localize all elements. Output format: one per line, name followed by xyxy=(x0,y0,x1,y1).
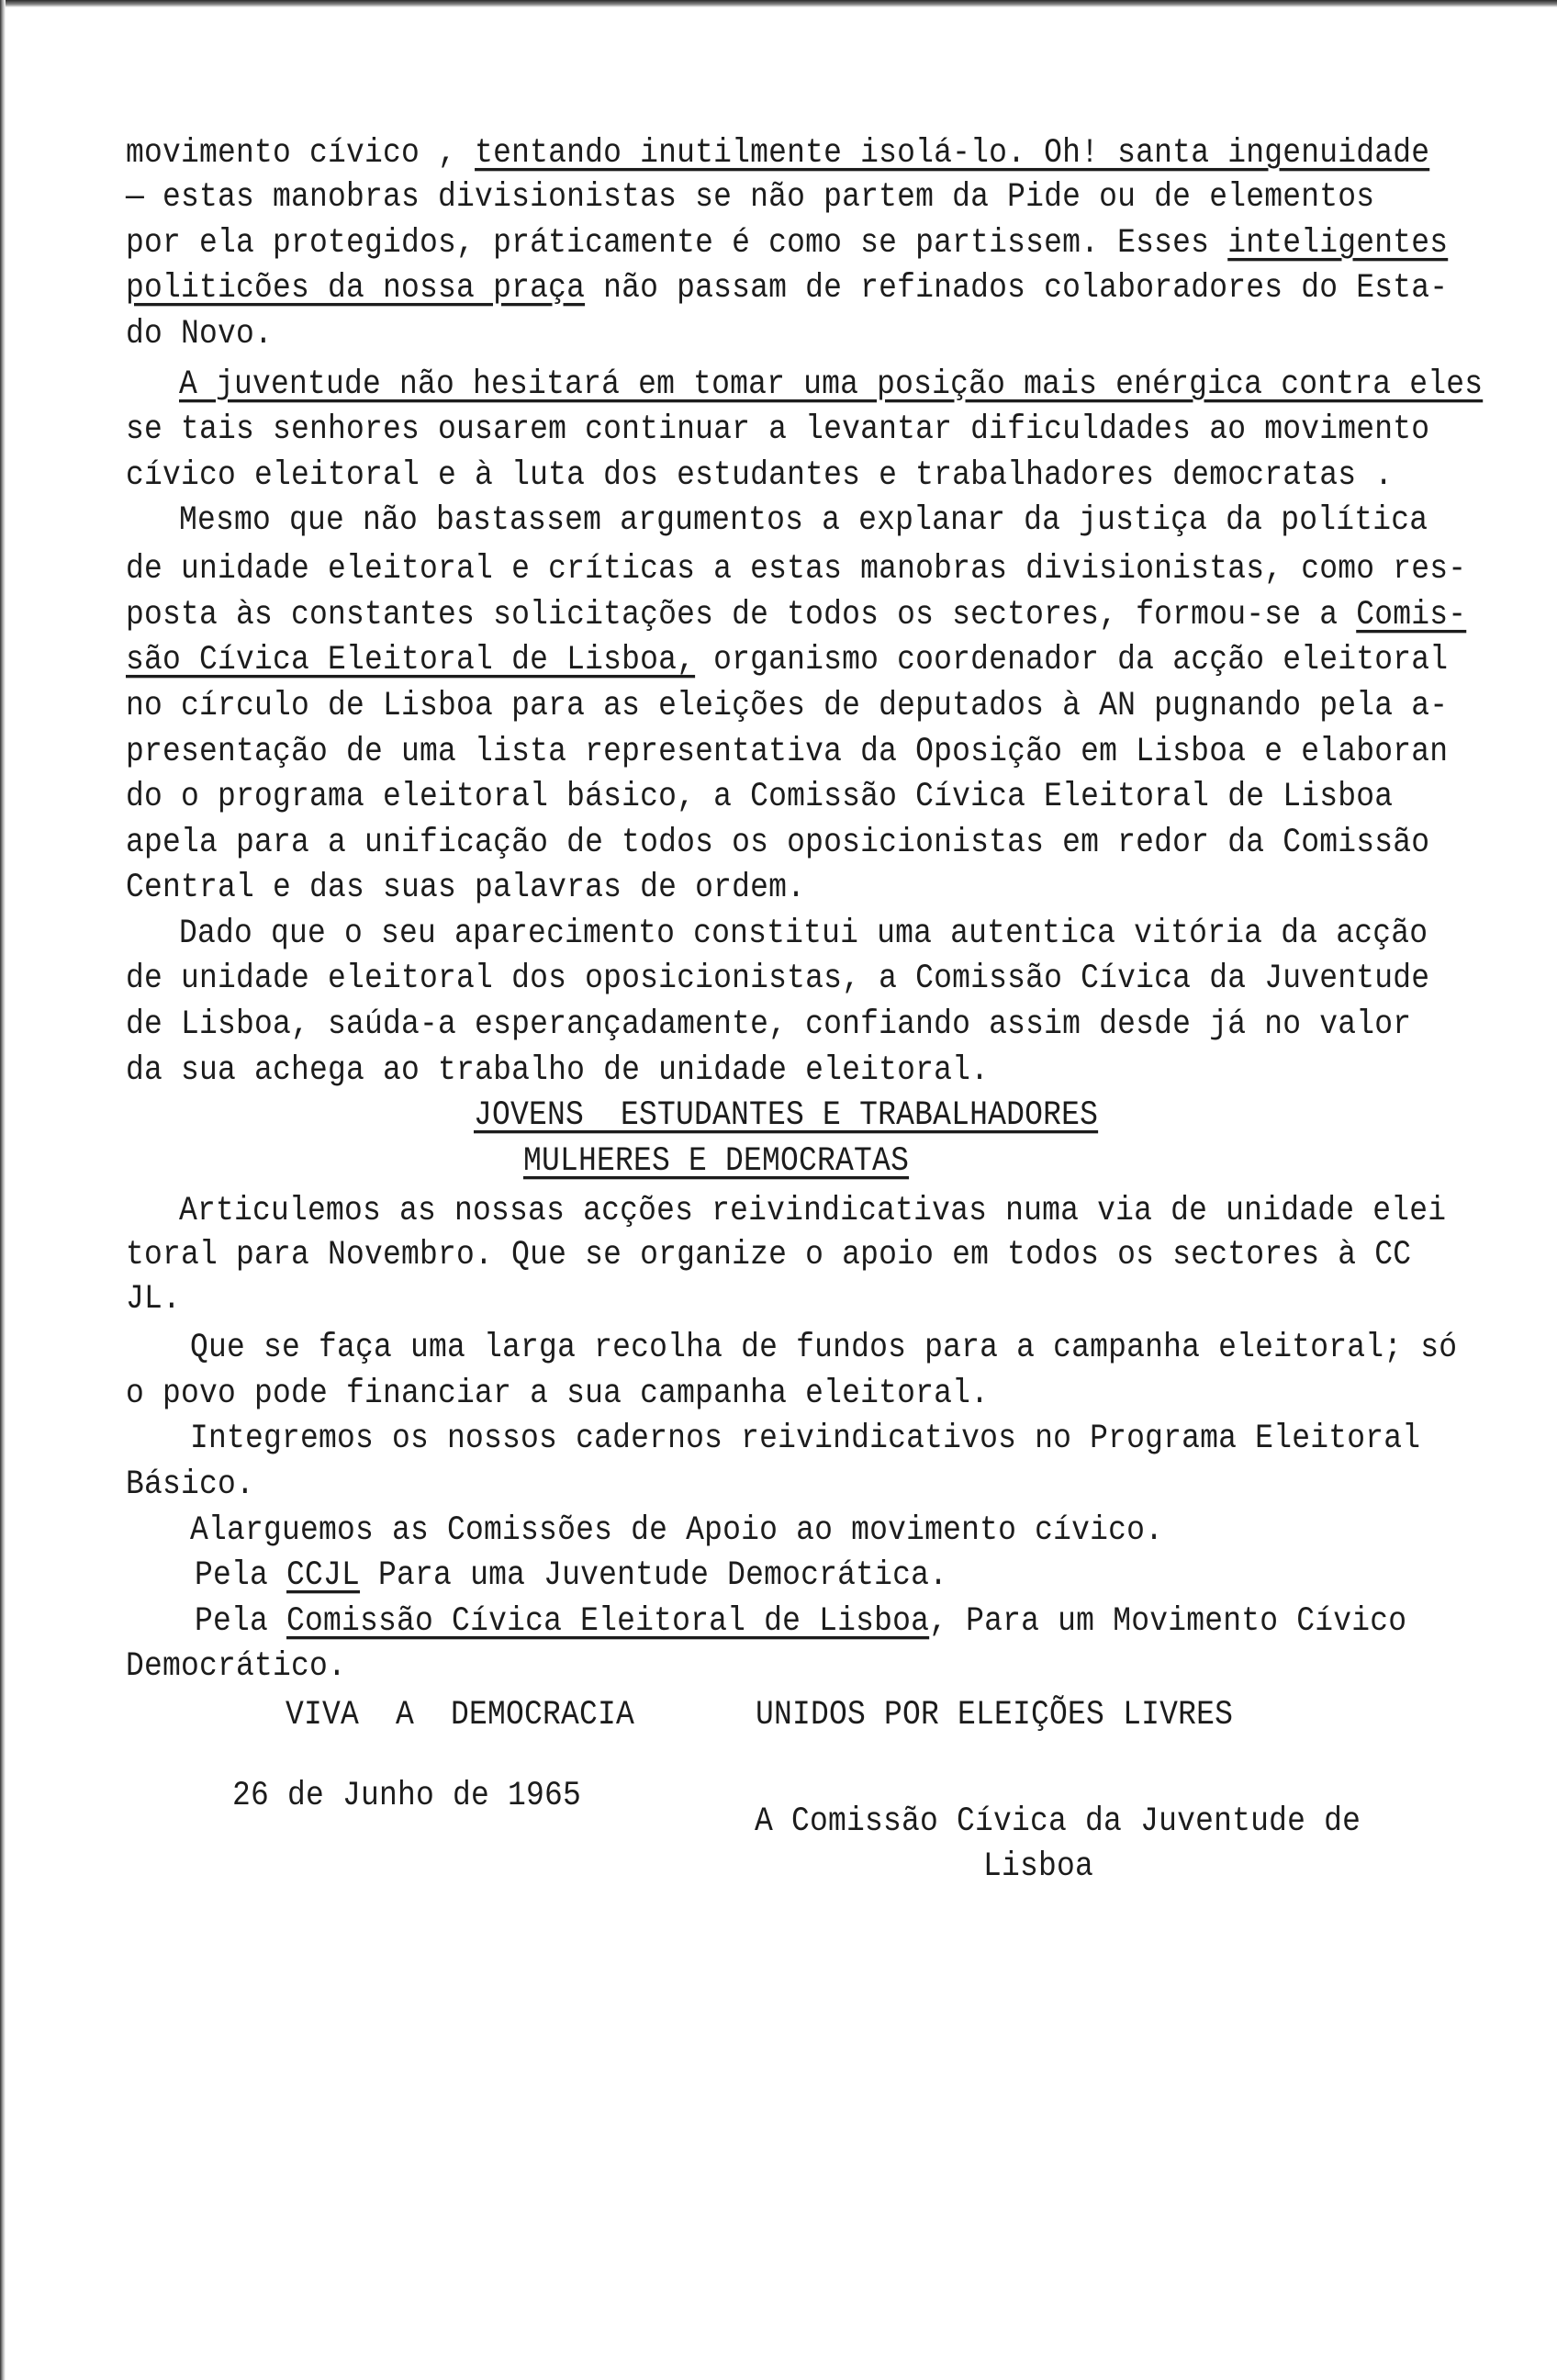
text-line xyxy=(126,1051,989,1089)
underlined-text: Comissão Cívica Eleitoral de Lisboa xyxy=(286,1602,930,1641)
text-segment: Que se faça uma larga recolha de fundos para a campanha eleitoral; só xyxy=(190,1329,1458,1367)
text-segment: Básico. xyxy=(126,1465,255,1504)
text-line xyxy=(126,778,1393,815)
text-segment: toral para Novembro. Que se organize o apoio em todos os sectores à CC xyxy=(126,1236,1412,1274)
text-segment: A Comissão Cívica da Juventude de xyxy=(755,1802,1361,1841)
text-segment: organismo coordenador da acção eleitoral xyxy=(695,641,1449,679)
text-segment: do Novo. xyxy=(126,315,274,354)
text-segment: JL. xyxy=(126,1280,182,1319)
text-segment: de Lisboa, saúda-a esperançadamente, confiando assim desde já no valor xyxy=(126,1005,1412,1044)
text-segment: movimento cívico , xyxy=(126,134,476,173)
text-line xyxy=(126,641,1448,679)
text-line xyxy=(126,456,1393,494)
text-line xyxy=(232,1777,581,1814)
page-left-edge xyxy=(0,0,6,2380)
text-segment: Alarguemos as Comissões de Apoio ao movimento cívico. xyxy=(190,1511,1164,1550)
text-line xyxy=(523,1142,909,1180)
text-line xyxy=(126,315,273,353)
text-segment: se tais senhores ousarem continuar a levantar dificuldades ao movimento xyxy=(126,410,1430,449)
text-line xyxy=(474,1096,1098,1134)
text-segment: Dado que o seu aparecimento constitui uma autentica vitória da acção xyxy=(179,915,1428,953)
text-segment: de unidade eleitoral e críticas a estas manobras divisionistas, como res- xyxy=(126,550,1467,589)
text-segment: Lisboa xyxy=(983,1847,1094,1886)
text-line xyxy=(179,365,1483,403)
underlined-text: JOVENS ESTUDANTES E TRABALHADORES xyxy=(474,1096,1099,1135)
underlined-text: CCJL xyxy=(286,1556,361,1595)
text-line xyxy=(126,596,1466,634)
text-segment: de unidade eleitoral dos oposicionistas, a Comissão Cívica da Juventude xyxy=(126,960,1430,998)
text-segment: VIVA A DEMOCRACIA xyxy=(286,1696,635,1734)
text-line xyxy=(756,1696,1233,1734)
text-line xyxy=(126,1465,254,1503)
text-segment: UNIDOS POR ELEIÇÕES LIVRES xyxy=(756,1696,1234,1734)
text-segment: cívico eleitoral e à luta dos estudantes e trabalhadores democratas . xyxy=(126,456,1394,495)
text-line xyxy=(126,269,1448,307)
page-top-edge xyxy=(0,0,1557,7)
text-segment: o povo pode financiar a sua campanha eleitoral. xyxy=(126,1375,990,1413)
text-line xyxy=(126,687,1448,724)
underlined-text: MULHERES E DEMOCRATAS xyxy=(523,1142,910,1181)
text-segment: presentação de uma lista representativa da Oposição em Lisboa e elaboran xyxy=(126,733,1449,771)
text-line xyxy=(126,824,1429,861)
text-line xyxy=(126,224,1448,262)
text-segment: Integremos os nossos cadernos reivindicativos no Programa Eleitoral xyxy=(190,1420,1421,1458)
text-line xyxy=(195,1556,947,1594)
text-segment: Para uma Juventude Democrática. xyxy=(360,1556,948,1595)
text-segment: Democrático. xyxy=(126,1647,347,1686)
text-line xyxy=(126,869,805,906)
text-line xyxy=(755,1802,1361,1840)
text-segment: Pela xyxy=(195,1602,287,1641)
text-segment: Pela xyxy=(195,1556,287,1595)
text-line xyxy=(126,1375,989,1412)
text-segment: Central e das suas palavras de ordem. xyxy=(126,869,806,907)
text-segment: não passam de refinados colaboradores do Esta- xyxy=(585,269,1449,308)
text-segment: apela para a unificação de todos os oposicionistas em redor da Comissão xyxy=(126,824,1430,862)
text-line xyxy=(126,550,1466,588)
text-segment: posta às constantes solicitações de todos os sectores, formou-se a xyxy=(126,596,1357,634)
underlined-text: A juventude não hesitará em tomar uma posição mais enérgica contra eles xyxy=(179,365,1484,404)
text-line xyxy=(126,733,1448,770)
text-line xyxy=(195,1602,1406,1640)
text-segment: Articulemos as nossas acções reivindicativas numa via de unidade elei xyxy=(179,1192,1447,1230)
text-line xyxy=(126,960,1429,997)
text-line xyxy=(126,1005,1411,1043)
text-line xyxy=(179,501,1428,539)
text-line xyxy=(126,178,1374,216)
text-line xyxy=(126,1236,1411,1274)
text-line xyxy=(983,1847,1093,1885)
text-line xyxy=(179,915,1428,952)
text-segment: do o programa eleitoral básico, a Comissão Cívica Eleitoral de Lisboa xyxy=(126,778,1394,816)
underlined-text: são Cívica Eleitoral de Lisboa, xyxy=(126,641,696,679)
text-segment: — estas manobras divisionistas se não partem da Pide ou de elementos xyxy=(126,178,1375,217)
text-segment: da sua achega ao trabalho de unidade eleitoral. xyxy=(126,1051,990,1090)
text-line xyxy=(179,1192,1446,1229)
underlined-text: Comis- xyxy=(1356,596,1467,634)
text-segment: no círculo de Lisboa para as eleições de deputados à AN pugnando pela a- xyxy=(126,687,1449,725)
text-segment: , Para um Movimento Cívico xyxy=(929,1602,1407,1641)
text-line xyxy=(286,1696,634,1734)
text-segment: por ela protegidos, práticamente é como se partissem. Esses xyxy=(126,224,1228,263)
text-line xyxy=(190,1420,1420,1457)
text-line xyxy=(190,1329,1457,1366)
underlined-text: tentando inutilmente isolá-lo. Oh! santa ingenuidade xyxy=(475,134,1430,173)
text-line xyxy=(190,1511,1163,1549)
text-line xyxy=(126,134,1429,172)
text-segment: Mesmo que não bastassem argumentos a explanar da justiça da política xyxy=(179,501,1428,540)
text-line xyxy=(126,410,1429,448)
text-line xyxy=(126,1280,181,1318)
underlined-text: politicões da nossa praça xyxy=(126,269,586,308)
underlined-text: inteligentes xyxy=(1227,224,1449,263)
text-line xyxy=(126,1647,346,1685)
text-segment: 26 de Junho de 1965 xyxy=(232,1777,582,1815)
